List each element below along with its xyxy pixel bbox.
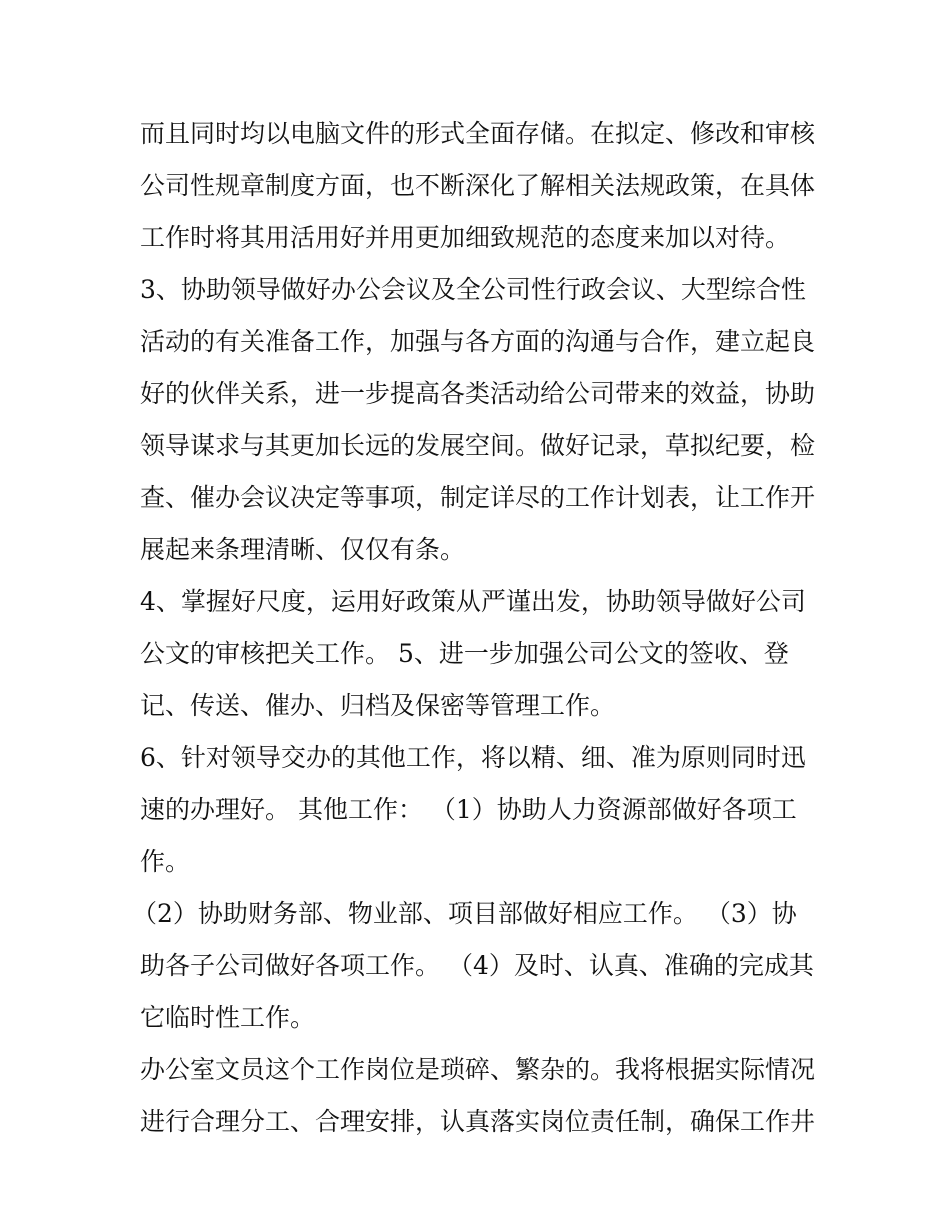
text-line: 3、协助领导做好办公会议及全公司性行政会议、大型综合性 — [140, 275, 806, 304]
text-line: 而且同时均以电脑文件的形式全面存储。在拟定、修改和审核 — [140, 119, 816, 148]
text-line: 工作时将其用活用好并用更加细致规范的态度来加以对待。 — [140, 223, 791, 252]
text-line: 6、针对领导交办的其他工作，将以精、细、准为原则同时迅 — [140, 743, 806, 772]
text-line: 作。 — [140, 847, 191, 876]
text-line: 领导谋求与其更加长远的发展空间。做好记录，草拟纪要，检 — [140, 431, 816, 460]
text-line: 办公室文员这个工作岗位是琐碎、繁杂的。我将根据实际情况 — [140, 1055, 816, 1084]
text-line: 公文的审核把关工作。 5、进一步加强公司公文的签收、登 — [140, 639, 789, 668]
text-line: 进行合理分工、合理安排，认真落实岗位责任制，确保工作井 — [140, 1107, 816, 1136]
text-line: 速的办理好。 其他工作： （1）协助人力资源部做好各项工 — [140, 795, 797, 824]
text-line: 好的伙伴关系，进一步提高各类活动给公司带来的效益，协助 — [140, 379, 816, 408]
text-line: 展起来条理清晰、仅仅有条。 — [140, 535, 466, 564]
text-line: 查、催办会议决定等事项，制定详尽的工作计划表，让工作开 — [140, 483, 816, 512]
text-line: 助各子公司做好各项工作。 （4）及时、认真、准确的完成其 — [140, 951, 814, 980]
text-line: 活动的有关准备工作，加强与各方面的沟通与合作，建立起良 — [140, 327, 816, 356]
document-body — [132, 108, 820, 1148]
text-line: （2）协助财务部、物业部、项目部做好相应工作。 （3）协 — [132, 899, 797, 928]
text-line: 记、传送、催办、归档及保密等管理工作。 — [140, 691, 616, 720]
text-line: 公司性规章制度方面，也不断深化了解相关法规政策，在具体 — [140, 171, 816, 200]
text-line: 4、掌握好尺度，运用好政策从严谨出发，协助领导做好公司 — [140, 587, 806, 616]
text-line: 它临时性工作。 — [140, 1003, 316, 1032]
